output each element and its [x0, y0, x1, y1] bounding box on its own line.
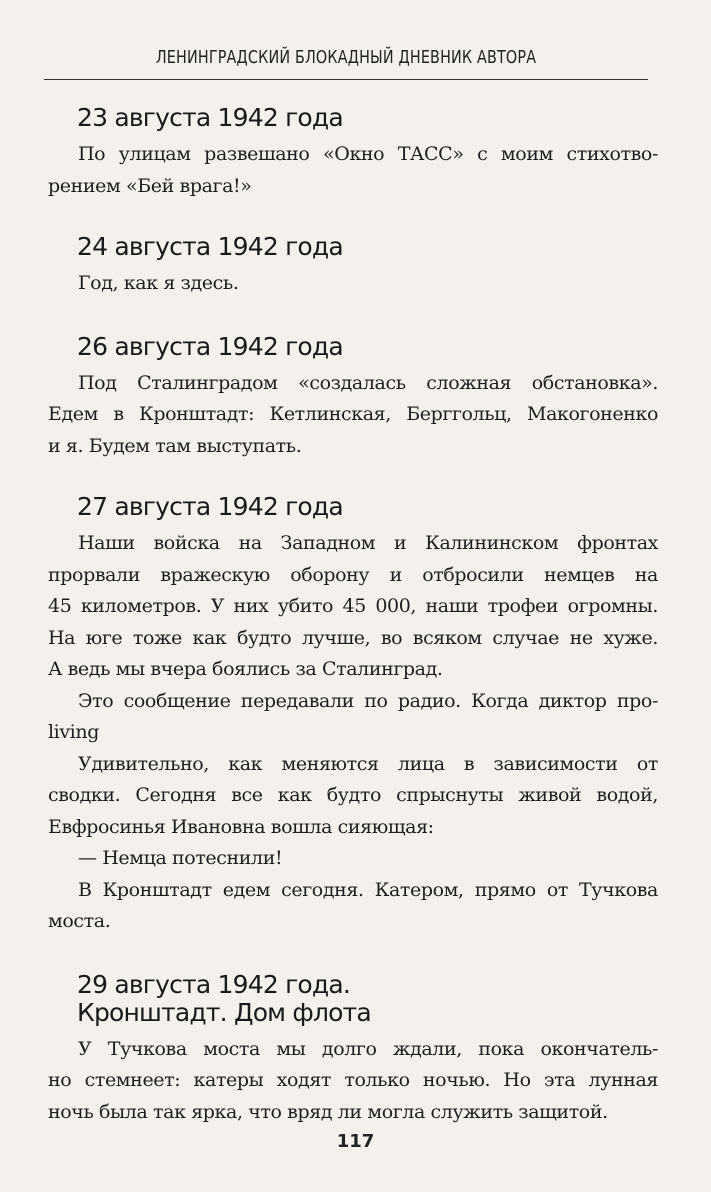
- paragraph: [48, 268, 658, 300]
- text-line: моста.: [48, 910, 111, 932]
- entry-heading: [77, 233, 658, 261]
- text-line: сводки. Сегодня все как будто спрыснуты живой водой,: [48, 784, 658, 806]
- text-line: прорвали вражескую оборону и отбросили немцев на: [48, 563, 658, 586]
- text-line: На юге тоже как будто лучше, во всяком случае не хуже.: [48, 626, 658, 649]
- text-line: В Кронштадт едем сегодня. Катером, прямо от Тучкова: [78, 878, 658, 901]
- paragraph: [48, 843, 658, 875]
- entry-heading: [77, 493, 658, 521]
- text-line: — Немца потеснили!: [78, 847, 283, 869]
- text-line: Удивительно, как меняются лица в зависимости от: [78, 752, 658, 775]
- text-line: По улицам развешано «Окно ТАСС» с моим стихотво-: [78, 143, 658, 165]
- entry-heading-line: 24 августа 1942 года: [77, 232, 343, 261]
- text-line: рением «Бей врага!»: [48, 174, 252, 197]
- text-line: ночь была так ярка, что вряд ли могла служить защитой.: [48, 1100, 608, 1123]
- text-line: Наши войска на Западном и Калининском фронтах: [78, 532, 658, 554]
- text-line: Под Сталинградом «создалась сложная обстановка».: [78, 371, 658, 394]
- text-line: Едем в Кронштадт: Кетлинская, Берггольц, Макогоненко: [48, 403, 658, 425]
- entry-heading-line: 29 августа 1942 года.: [77, 969, 351, 999]
- paragraph: [48, 749, 658, 844]
- text-line: 45 километров. У них убито 45 000, наши трофеи огромны.: [48, 595, 658, 617]
- text-line: У Тучкова моста мы долго ждали, пока окончатель-: [78, 1037, 658, 1060]
- text-line: А ведь мы вчера боялись за Сталинград.: [48, 658, 443, 680]
- paragraph: [48, 528, 658, 686]
- running-head: ЛЕНИНГРАДСКИЙ БЛОКАДНЫЙ ДНЕВНИК АВТОРА: [155, 48, 537, 68]
- text-line: Евфросинья Ивановна вошла сияющая:: [48, 815, 434, 838]
- text-line: но стемнеет: катеры ходят только ночью. Но эта лунная: [48, 1069, 658, 1091]
- entry-heading-line: 27 августа 1942 года: [77, 492, 343, 521]
- entry-heading: [77, 971, 658, 1027]
- paragraph: [48, 368, 658, 463]
- diary-entry: [48, 333, 658, 463]
- diary-entry: [48, 493, 658, 938]
- entry-heading: [77, 333, 658, 361]
- entry-heading-line: 23 августа 1942 года: [77, 103, 343, 132]
- entry-heading: [77, 104, 658, 132]
- entry-heading-line: Кронштадт. Дом флота: [77, 997, 371, 1027]
- diary-entry: [48, 971, 658, 1129]
- page-content: [48, 92, 658, 1128]
- paragraph: [48, 1034, 658, 1129]
- header-rule: [44, 79, 648, 80]
- paragraph: [48, 875, 658, 938]
- paragraph: [48, 139, 658, 202]
- text-line: living: [48, 721, 99, 743]
- paragraph: [48, 686, 658, 749]
- text-line: и я. Будем там выступать.: [48, 434, 302, 457]
- diary-entry: [48, 104, 658, 202]
- page-number: 117: [336, 1131, 375, 1152]
- text-line: Это сообщение передавали по радио. Когда диктор про-: [78, 689, 658, 712]
- text-line: Год, как я здесь.: [78, 272, 239, 294]
- diary-entry: [48, 233, 658, 300]
- entry-heading-line: 26 августа 1942 года: [77, 331, 343, 361]
